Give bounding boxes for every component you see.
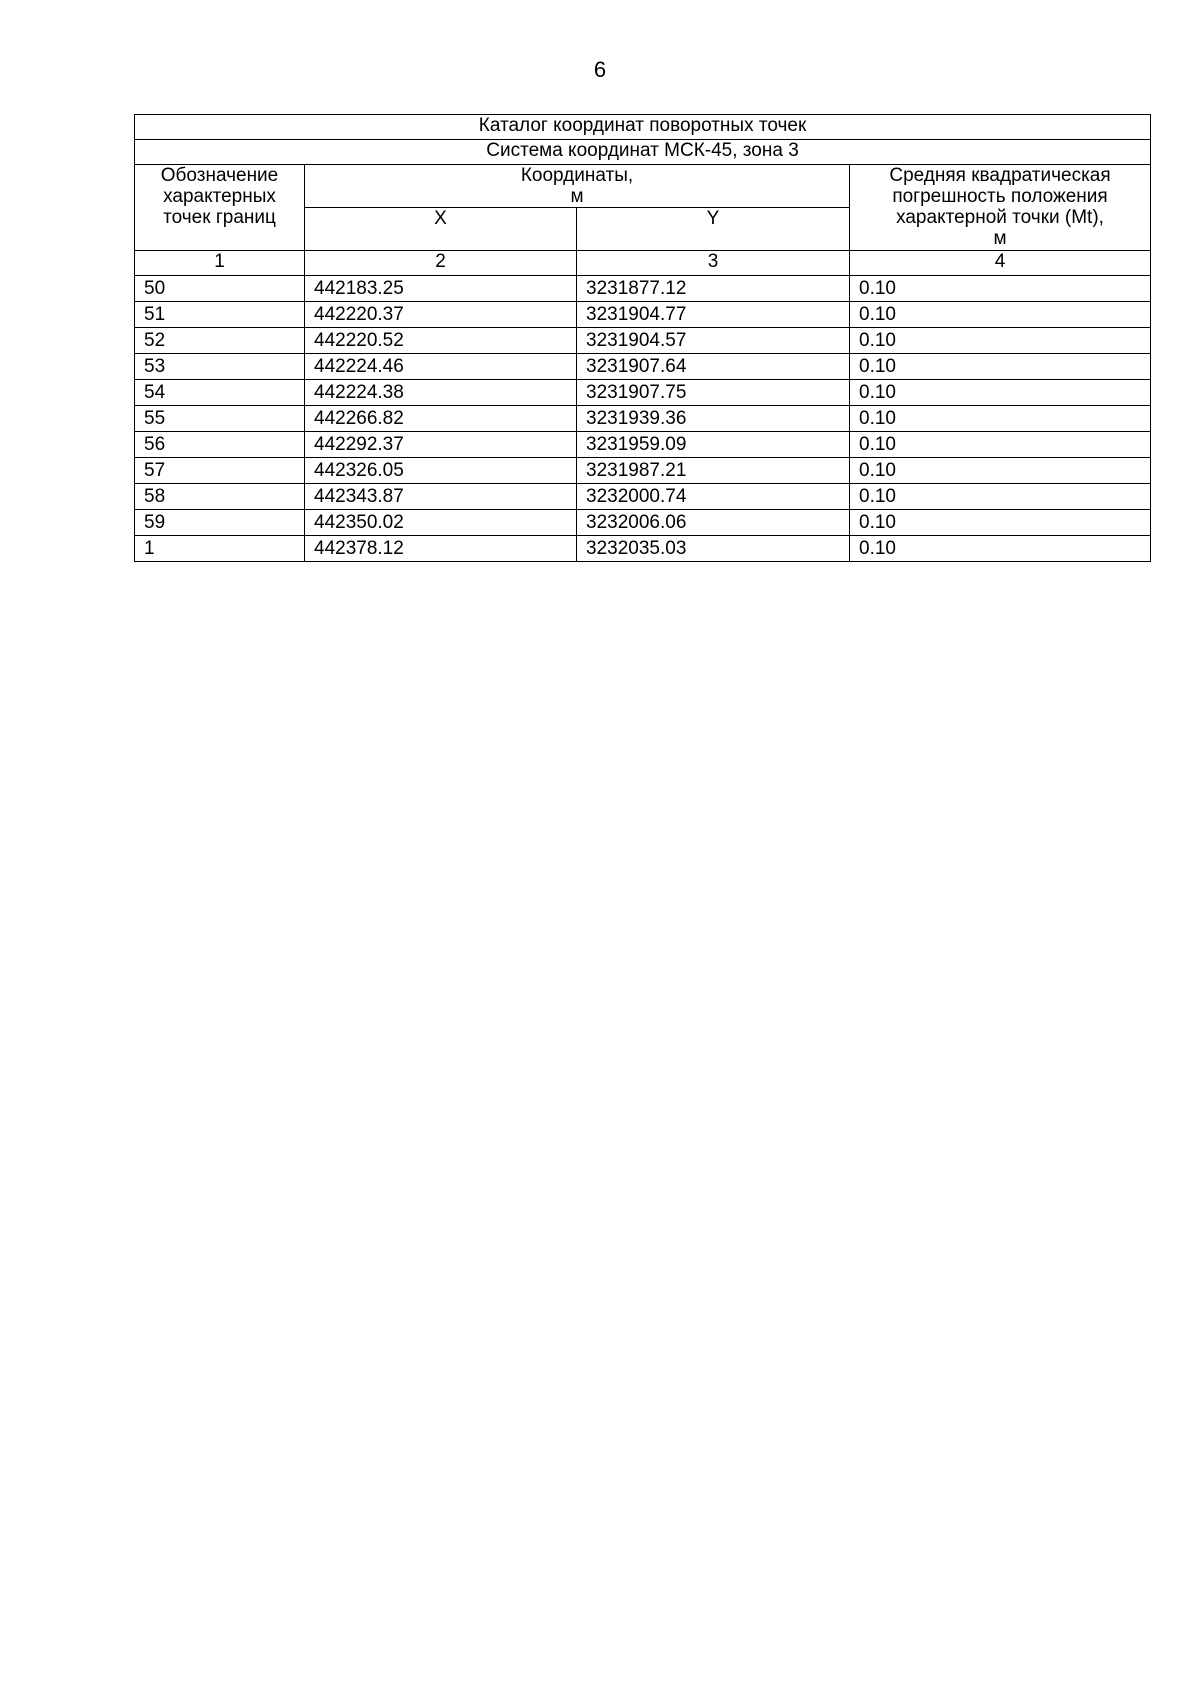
header-point-line-3: точек границ <box>163 207 276 228</box>
column-number-2: 2 <box>305 251 577 276</box>
mt-cell: 0.10 <box>850 484 1151 510</box>
x-cell: 442224.46 <box>305 354 577 380</box>
y-cell: 3231939.36 <box>577 406 850 432</box>
point-cell: 1 <box>135 536 305 562</box>
table-row <box>135 380 1151 406</box>
x-cell: 442220.37 <box>305 302 577 328</box>
table-row <box>135 484 1151 510</box>
mt-cell: 0.10 <box>850 510 1151 536</box>
table-title-row <box>135 115 1151 140</box>
header-point-line-1: Обозначение <box>160 165 279 186</box>
mt-cell: 0.10 <box>850 276 1151 302</box>
point-cell: 53 <box>135 354 305 380</box>
header-point-line-2: характерных <box>163 186 276 207</box>
point-cell: 56 <box>135 432 305 458</box>
header-error-line-4: м <box>993 228 1007 249</box>
x-cell: 442350.02 <box>305 510 577 536</box>
y-cell: 3231959.09 <box>577 432 850 458</box>
x-cell: 442378.12 <box>305 536 577 562</box>
table-row <box>135 328 1151 354</box>
table-row <box>135 302 1151 328</box>
table-row <box>135 354 1151 380</box>
x-cell: 442266.82 <box>305 406 577 432</box>
y-cell: 3231877.12 <box>577 276 850 302</box>
y-cell: 3231907.75 <box>577 380 850 406</box>
table-row <box>135 276 1151 302</box>
table-subtitle-row <box>135 140 1151 165</box>
header-coordinates-label <box>305 165 850 208</box>
mt-cell: 0.10 <box>850 458 1151 484</box>
header-error-line-1: Средняя квадратическая <box>889 165 1111 186</box>
table-row <box>135 458 1151 484</box>
mt-cell: 0.10 <box>850 406 1151 432</box>
header-error-line-2: погрешность положения <box>892 186 1108 207</box>
mt-cell: 0.10 <box>850 432 1151 458</box>
x-cell: 442343.87 <box>305 484 577 510</box>
column-numbers-row <box>135 251 1151 276</box>
header-point-label <box>135 165 305 251</box>
x-cell: 442183.25 <box>305 276 577 302</box>
x-cell: 442326.05 <box>305 458 577 484</box>
x-cell: 442224.38 <box>305 380 577 406</box>
y-cell: 3231904.77 <box>577 302 850 328</box>
page-number: 6 <box>593 57 607 82</box>
table-row <box>135 406 1151 432</box>
point-cell: 58 <box>135 484 305 510</box>
mt-cell: 0.10 <box>850 380 1151 406</box>
point-cell: 51 <box>135 302 305 328</box>
column-number-3: 3 <box>577 251 850 276</box>
mt-cell: 0.10 <box>850 302 1151 328</box>
point-cell: 57 <box>135 458 305 484</box>
header-coordinates-line-2: м <box>570 186 584 207</box>
table-row <box>135 432 1151 458</box>
table-subtitle: Система координат МСК-45, зона 3 <box>135 140 1151 165</box>
header-y-label: Y <box>577 208 850 251</box>
table-row <box>135 510 1151 536</box>
header-error-line-3: характерной точки (Mt), <box>896 207 1104 228</box>
column-number-1: 1 <box>135 251 305 276</box>
point-cell: 52 <box>135 328 305 354</box>
header-error-label <box>850 165 1151 251</box>
y-cell: 3231987.21 <box>577 458 850 484</box>
mt-cell: 0.10 <box>850 536 1151 562</box>
point-cell: 54 <box>135 380 305 406</box>
header-row-1 <box>135 165 1151 208</box>
table-row <box>135 536 1151 562</box>
point-cell: 55 <box>135 406 305 432</box>
point-cell: 59 <box>135 510 305 536</box>
y-cell: 3232006.06 <box>577 510 850 536</box>
x-cell: 442220.52 <box>305 328 577 354</box>
mt-cell: 0.10 <box>850 354 1151 380</box>
y-cell: 3232000.74 <box>577 484 850 510</box>
y-cell: 3231904.57 <box>577 328 850 354</box>
column-number-4: 4 <box>850 251 1151 276</box>
header-coordinates-line-1: Координаты, <box>520 165 634 186</box>
y-cell: 3231907.64 <box>577 354 850 380</box>
table-title: Каталог координат поворотных точек <box>135 115 1151 140</box>
coordinate-catalog-table <box>134 114 1151 562</box>
x-cell: 442292.37 <box>305 432 577 458</box>
mt-cell: 0.10 <box>850 328 1151 354</box>
header-x-label: X <box>305 208 577 251</box>
y-cell: 3232035.03 <box>577 536 850 562</box>
point-cell: 50 <box>135 276 305 302</box>
